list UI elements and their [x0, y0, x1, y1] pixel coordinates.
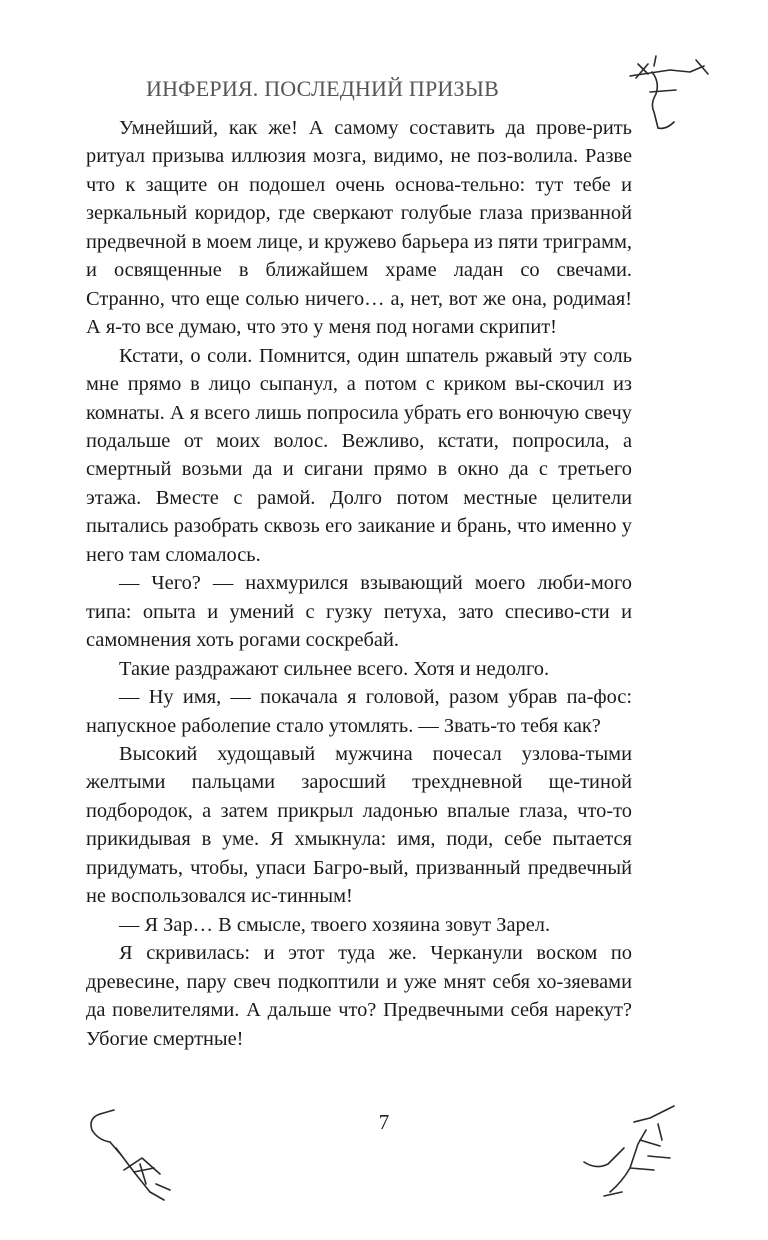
paragraph: Я скривилась: и этот туда же. Черканули воском по древесине, пару свеч подкоптили и уже мнят себя хо-зяевами да повелителями. А дальше что? Предвечными себя нарекут? Убогие смертные!: [86, 942, 632, 1050]
paragraph: — Я Зар… В смысле, твоего хозяина зовут Зарел.: [119, 913, 551, 936]
paragraph: Кстати, о соли. Помнится, один шпатель ржавый эту соль мне прямо в лицо сыпанул, а потом с криком вы-скочил из комнаты. А я всего лишь попросила убрать его вонючую свечу подальше от моих волос. Вежливо, кстати, попросила, а смертный возьми да и сигани прямо в окно да с третьего этажа. Вместе с рамой. Долго потом местные целители пытались разобрать сквозь его заикание и брань, что именно у него там сломалось.: [86, 344, 632, 566]
paragraph: Такие раздражают сильнее всего. Хотя и недолго.: [119, 657, 550, 680]
body-text: [86, 114, 632, 1053]
paragraph: Высокий худощавый мужчина почесал узлова-тыми желтыми пальцами заросший трехдневной ще-тиной подбородок, а затем прикрыл ладонью впалые глаза, что-то прикидывая в уме. Я хмыкнула: имя, поди, себе пытается придумать, чтобы, упаси Багро-вый, призванный предвечный не воспользовался ис-тинным!: [86, 742, 632, 908]
rune-glyph-bottom-right-icon: [574, 1100, 690, 1202]
paragraph: Умнейший, как же! А самому составить да прове-рить ритуал призыва иллюзия мозга, видимо, не поз-волила. Разве что к защите он подошел очень основа-тельно: тут тебе и зеркальный коридор, где сверкают голубые глаза призванной предвечной в моем лице, и кружево барьера из пяти триграмм, и освященные в ближайшем храме ладан со свечами. Странно, что еще солью ничего… а, нет, вот же она, родимая! А я-то все думаю, что это у меня под ногами скрипит!: [86, 117, 632, 339]
paragraph: — Чего? — нахмурился взывающий моего люби-мого типа: опыта и умений с гузку петуха, зато спесиво-сти и самомнения хоть рогами соскребай.: [86, 572, 632, 652]
running-head: ИНФЕРИЯ. ПОСЛЕДНИЙ ПРИЗЫВ: [146, 76, 499, 101]
rune-glyph-icon: [626, 52, 718, 138]
page-number: 7: [378, 1110, 390, 1134]
paragraph: — Ну имя, — покачала я головой, разом убрав па-фос: напускное раболепие стало утомлять. — Звать-то тебя как?: [86, 686, 632, 737]
rune-glyph-bottom-left-icon: [80, 1100, 180, 1208]
